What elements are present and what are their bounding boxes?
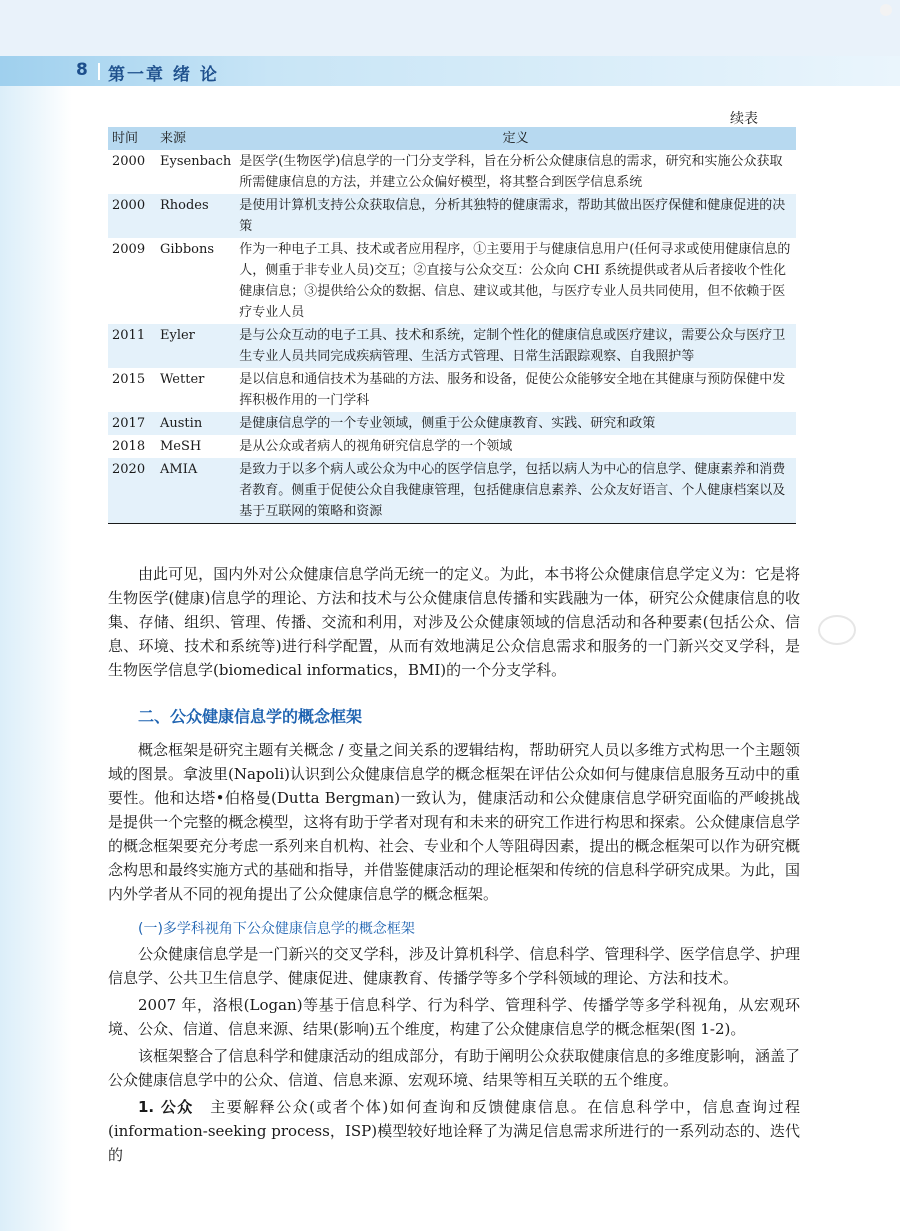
cell-year: 2000: [112, 154, 146, 169]
cell-source: MeSH: [160, 439, 202, 454]
paragraph-interdisciplinary: 公众健康信息学是一门新兴的交叉学科，涉及计算机科学、信息科学、管理科学、医学信息学、护理信息学、公共卫生信息学、健康促进、健康教育、传播学等多个学科领域的理论、方法和技术。: [108, 945, 800, 987]
cell-year: 2015: [112, 372, 146, 387]
table-header-row: [108, 127, 796, 150]
cell-definition: 作为一种电子工具、技术或者应用程序，①主要用于与健康信息用户(任何寻求或使用健康信息的人，侧重于非专业人员)交互；②直接与公众交互：公众向 CHI 系统提供或者从后者接收个性化健康信息；③提供给公众的数据、信息、建议或其他，与医疗专业人员共同使用，但不依赖于医疗专业人员: [239, 242, 791, 320]
table-row: [108, 435, 796, 458]
column-header-year: 时间: [108, 127, 156, 150]
cell-year: 2018: [112, 439, 146, 454]
cell-definition: 是从公众或者病人的视角研究信息学的一个领域: [239, 439, 513, 454]
table-row: [108, 458, 796, 524]
run-in-heading: 1. 公众: [138, 1098, 194, 1116]
cell-definition: 是致力于以多个病人或公众为中心的医学信息学，包括以病人为中心的信息学、健康素养和消费者教育。侧重于促使公众自我健康管理，包括健康信息素养、公众友好语言、个人健康档案以及基于互联网的策略和资源: [235, 458, 796, 524]
cell-source: Gibbons: [160, 242, 215, 257]
cell-source: Austin: [156, 412, 235, 435]
definitions-table: [108, 127, 796, 524]
table-row: [108, 194, 796, 238]
cell-definition: 是与公众互动的电子工具、技术和系统，定制个性化的健康信息或医疗建议，需要公众与医疗卫生专业人员共同完成疾病管理、生活方式管理、日常生活跟踪观察、自我照护等: [235, 324, 796, 368]
cell-source: Eyler: [156, 324, 235, 368]
paragraph-definition-summary: 由此可见，国内外对公众健康信息学尚无统一的定义。为此，本书将公众健康信息学定义为：它是将生物医学(健康)信息学的理论、方法和技术与公众健康信息传播和实践融为一体，研究公众健康信息的收集、存储、组织、管理、传播、交流和利用，对涉及公众健康领域的信息活动和各种要素(包括公众、信息、环境、技术和系统等)进行科学配置，从而有效地满足公众信息需求和服务的一门新兴交叉学科，是生物医学信息学(biomedical informatics，BMI)的一个分支学科。: [108, 565, 800, 679]
column-header-definition: 定义: [235, 127, 796, 150]
table-continued-label: 续表: [730, 111, 758, 127]
cell-definition: 是健康信息学的一个专业领域，侧重于公众健康教育、实践、研究和政策: [235, 412, 796, 435]
cell-year: 2011: [108, 324, 156, 368]
faint-stamp-mark: [818, 615, 856, 645]
paragraph-public-dimension: [108, 1095, 800, 1167]
chapter-title: 第一章 绪 论: [108, 65, 219, 85]
left-margin-shade: [0, 86, 72, 1231]
cell-year: 2020: [108, 458, 156, 524]
cell-definition: 是医学(生物医学)信息学的一门分支学科，旨在分析公众健康信息的需求，研究和实施公众获取所需健康信息的方法，并建立公众偏好模型，将其整合到医学信息系统: [239, 154, 783, 190]
cell-source: Rhodes: [156, 194, 235, 238]
corner-dot: [880, 4, 892, 16]
top-margin: [0, 0, 900, 56]
table-row: [108, 238, 796, 324]
cell-definition: 是使用计算机支持公众获取信息，分析其独特的健康需求，帮助其做出医疗保健和健康促进的决策: [235, 194, 796, 238]
table-row: [108, 324, 796, 368]
table-row: [108, 150, 796, 194]
cell-year: 2000: [108, 194, 156, 238]
table-row: [108, 412, 796, 435]
paragraph-conceptual-framework: 概念框架是研究主题有关概念 / 变量之间关系的逻辑结构，帮助研究人员以多维方式构思一个主题领域的图景。拿波里(Napoli)认识到公众健康信息学的概念框架在评估公众如何与健康信息服务互动中的重要性。他和达塔•伯格曼(Dutta Bergman)一致认为，健康活动和公众健康信息学研究面临的严峻挑战是提供一个完整的概念模型，这将有助于学者对现有和未来的研究工作进行构思和探索。公众健康信息学的概念框架要充分考虑一系列来自机构、社会、专业和个人等阻碍因素，提出的概念框架可以作为研究概念构思和最终实施方式的基础和指导，并借鉴健康活动的理论框架和传统的信息科学研究成果。为此，国内外学者从不同的视角提出了公众健康信息学的概念框架。: [108, 741, 801, 903]
cell-year: 2009: [112, 242, 146, 257]
cell-year: 2017: [108, 412, 156, 435]
cell-source: AMIA: [156, 458, 235, 524]
cell-definition: 是以信息和通信技术为基础的方法、服务和设备，促使公众能够安全地在其健康与预防保健中发挥积极作用的一门学科: [239, 372, 786, 408]
table-row: [108, 368, 796, 412]
paragraph-logan-framework: 2007 年，洛根(Logan)等基于信息科学、行为科学、管理科学、传播学等多学科视角，从宏观环境、公众、信道、信息来源、结果(影响)五个维度，构建了公众健康信息学的概念框架(图 1-2)。: [108, 996, 800, 1038]
header-divider: [98, 63, 100, 80]
page-number: 8: [76, 60, 88, 80]
section-heading: 二、公众健康信息学的概念框架: [138, 707, 363, 726]
paragraph-framework-dimensions: 该框架整合了信息科学和健康活动的组成部分，有助于阐明公众获取健康信息的多维度影响，涵盖了公众健康信息学中的公众、信道、信息来源、宏观环境、结果等相互关联的五个维度。: [108, 1047, 800, 1089]
column-header-source: 来源: [156, 127, 235, 150]
cell-source: Eysenbach: [160, 154, 232, 169]
cell-source: Wetter: [160, 372, 205, 387]
paragraph-public-text: 主要解释公众(或者个体)如何查询和反馈健康信息。在信息科学中，信息查询过程(information-seeking process，ISP)模型较好地诠释了为满足信息需求所进行的一系列动态的、迭代的: [108, 1098, 800, 1164]
subsection-heading: (一)多学科视角下公众健康信息学的概念框架: [138, 921, 415, 937]
